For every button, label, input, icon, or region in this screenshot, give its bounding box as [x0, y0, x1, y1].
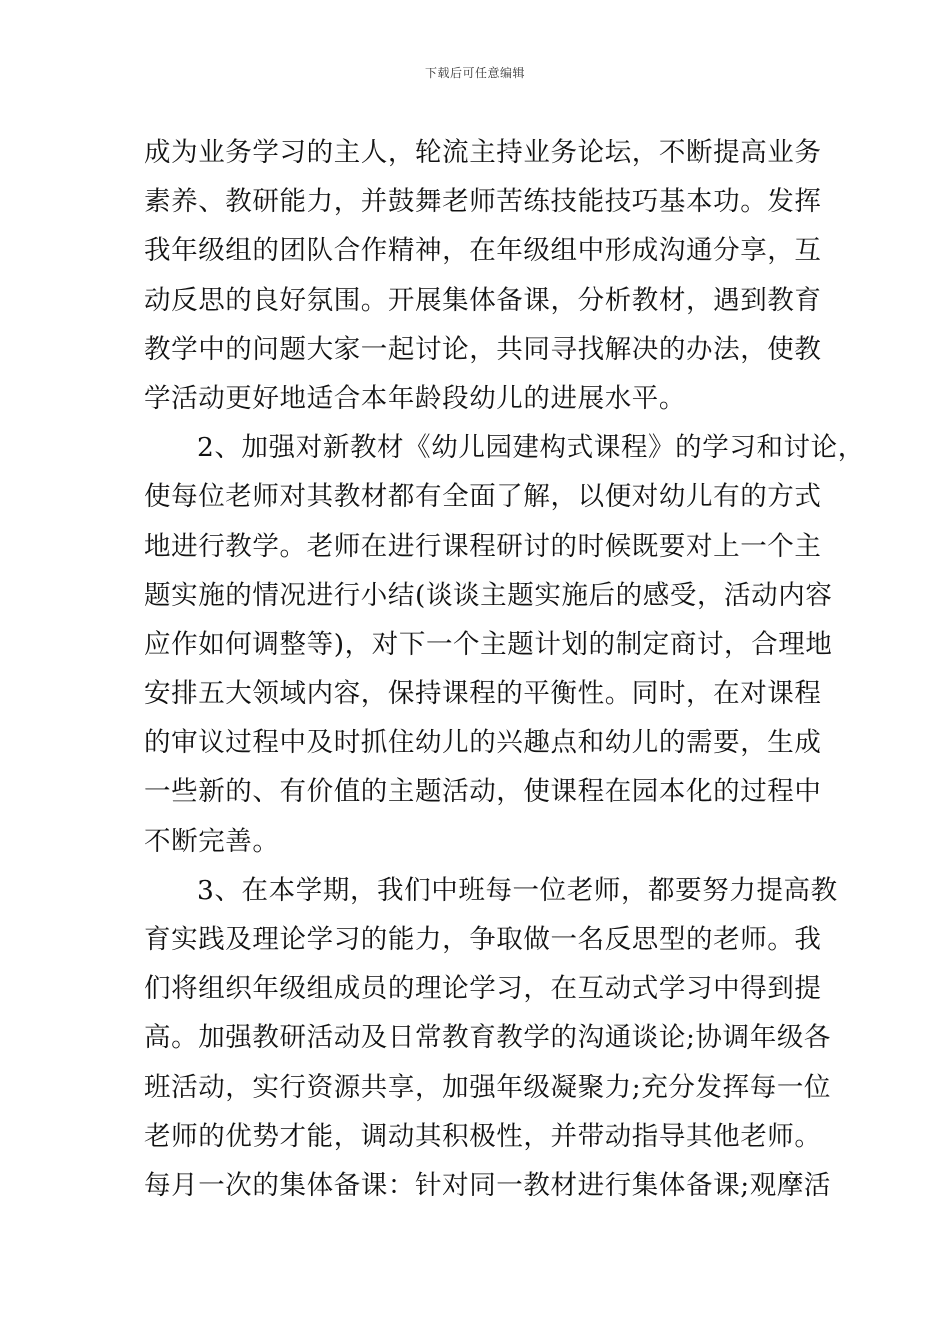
text-line: 每月一次的集体备课：针对同一教材进行集体备课;观摩活	[144, 1169, 832, 1201]
text-line: 素养、教研能力，并鼓舞老师苦练技能技巧基本功。发挥	[144, 186, 822, 218]
text-line: 成为业务学习的主人，轮流主持业务论坛，不断提高业务	[144, 137, 822, 168]
text-line: 不断完善。	[144, 825, 280, 857]
page-header: 下载后可任意编辑	[424, 66, 525, 80]
text-line: 我年级组的团队合作精神，在年级组中形成沟通分享，互	[144, 235, 822, 267]
text-line: 的审议过程中及时抓住幼儿的兴趣点和幼儿的需要，生成	[144, 727, 822, 759]
text-line: 使每位老师对其教材都有全面了解，以便对幼儿有的方式	[144, 481, 822, 513]
text-line: 高。加强教研活动及日常教育教学的沟通谈论;协调年级各	[144, 1022, 832, 1054]
text-line: 动反思的良好氛围。开展集体备课，分析教材，遇到教育	[144, 284, 822, 316]
text-line: 一些新的、有价值的主题活动，使课程在园本化的过程中	[144, 776, 822, 808]
paragraph-start-line: 2、加强对新教材《幼儿园建构式课程》的学习和讨论，	[197, 432, 865, 464]
text-line: 育实践及理论学习的能力，争取做一名反思型的老师。我	[144, 924, 822, 955]
text-line: 们将组织年级组成员的理论学习，在互动式学习中得到提	[144, 973, 822, 1005]
paragraph-start-line: 3、在本学期，我们中班每一位老师，都要努力提高教	[197, 874, 838, 906]
text-line: 教学中的问题大家一起讨论，共同寻找解决的办法，使教	[144, 333, 822, 365]
document-body	[144, 128, 865, 1210]
text-line: 老师的优势才能，调动其积极性，并带动指导其他老师。	[144, 1120, 822, 1152]
text-line: 题实施的情况进行小结(谈谈主题实施后的感受，活动内容	[144, 579, 833, 611]
text-line: 学活动更好地适合本年龄段幼儿的进展水平。	[144, 382, 686, 414]
text-line: 应作如何调整等)，对下一个主题计划的制定商讨，合理地	[144, 628, 833, 660]
text-line: 班活动，实行资源共享，加强年级凝聚力;充分发挥每一位	[144, 1071, 832, 1103]
text-line: 安排五大领域内容，保持课程的平衡性。同时，在对课程	[144, 678, 822, 710]
text-line: 地进行教学。老师在进行课程研讨的时候既要对上一个主	[144, 530, 822, 562]
